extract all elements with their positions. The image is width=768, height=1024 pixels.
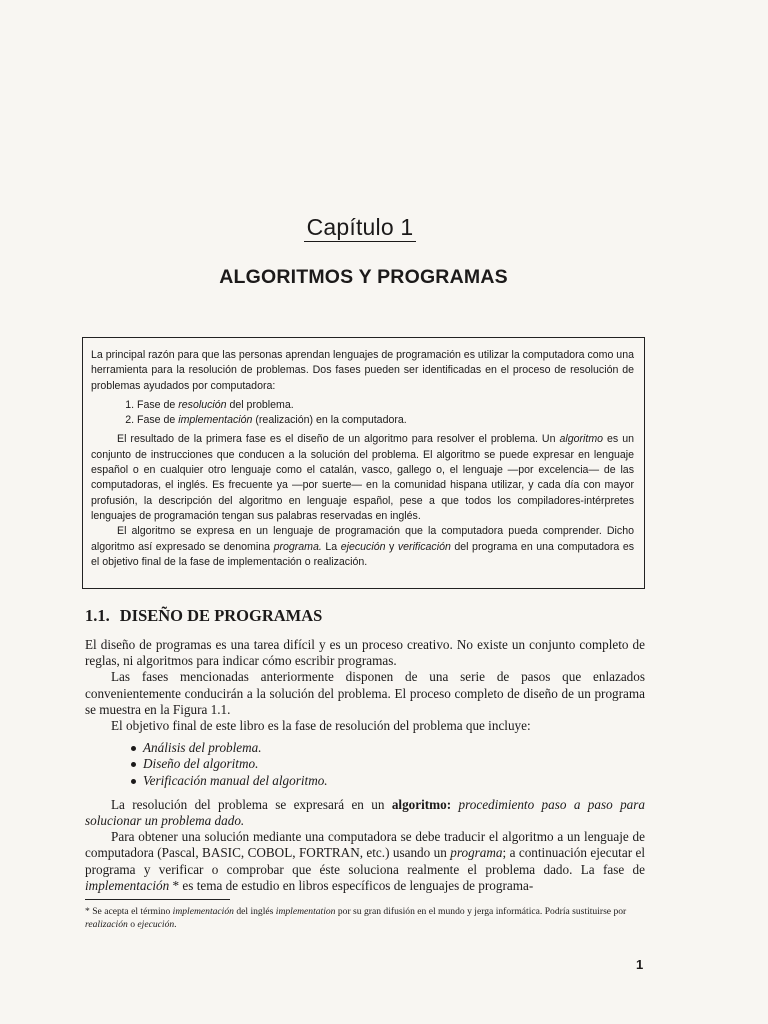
abstract-paragraph-3: El algoritmo se expresa en un lenguaje de programación que la computadora pueda comprender. Dicho algoritmo así expresado se denomina programa. La ejecución y verificación del programa en una computadora es el objetivo final de la fase de implementación o realización. <box>91 525 635 568</box>
body-paragraph-5: Para obtener una solución mediante una computadora se debe traducir el algoritmo a un lenguaje de computadora (Pascal, BASIC, COBOL, FORTRAN, etc.) usando un programa; a continuación ejecutar el programa y verificar o comprobar que éste soluciona realmente el problema dado. La fase de implementación * es tema de estudio en libros específicos de lenguajes de programa- <box>85 829 645 893</box>
phase-item: 1. Fase de resolución del problema. <box>137 398 634 413</box>
list-item: Análisis del problema. <box>131 740 645 756</box>
chapter-label <box>0 214 720 241</box>
body-paragraph-4: La resolución del problema se expresará en un algoritmo: procedimiento paso a paso para solucionar un problema dado. <box>85 796 645 829</box>
phase-item: 2. Fase de implementación (realización) en la computadora. <box>137 413 634 428</box>
section-number: 1.1. <box>85 606 110 625</box>
footnote-text: * Se acepta el término implementación del inglés implementation por su gran difusión en el mundo y jerga informática. Podría sustituirse por realización o ejecución. <box>85 906 627 930</box>
page-number: 1 <box>636 957 644 972</box>
abstract-intro: La principal razón para que las personas aprendan lenguajes de programación es utilizar la computadora como una herramienta para la resolución de problemas. Dos fases pueden ser identificadas en el proceso de resolución de problemas ayudados por computadora: <box>91 349 634 392</box>
phases-list <box>91 398 634 429</box>
body-paragraph-1: El diseño de programas es una tarea difícil y es un proceso creativo. No existe un conjunto completo de reglas, ni algoritmos para indicar cómo escribir programas. <box>85 637 645 669</box>
abstract-paragraph-2: El resultado de la primera fase es el diseño de un algoritmo para resolver el problema. Un algoritmo es un conjunto de instrucciones que conducen a la solución del problema. El algoritmo se puede expresar en lenguaje español o en cualquier otro lenguaje como el catalán, vasco, gallego o, el lenguaje —por excelencia— de las computadoras, el inglés. Es frecuente ya —por suerte— en la comunidad hispana utilizar, y cada día con mayor profusión, la descripción del algoritmo en lenguaje español, pese a que todos los compiladores-intérpretes lenguajes de programación tengan sus palabras reservadas en inglés. <box>91 433 635 522</box>
resolution-steps-list <box>85 740 645 789</box>
section-heading <box>85 606 322 626</box>
chapter-label-text: Capítulo 1 <box>304 214 417 242</box>
section-body <box>85 637 645 894</box>
body-paragraph-3: El objetivo final de este libro es la fase de resolución del problema que incluye: <box>111 718 531 734</box>
footnote <box>85 906 650 931</box>
chapter-abstract-box <box>82 337 645 589</box>
list-item: Verificación manual del algoritmo. <box>131 773 645 789</box>
body-paragraph-2: Las fases mencionadas anteriormente disponen de una serie de pasos que enlazados convenientemente conducirán a la solución del problema. El proceso completo de diseño de un programa se muestra en la Figura 1.1. <box>85 669 645 717</box>
chapter-title: ALGORITMOS Y PROGRAMAS <box>219 266 508 288</box>
section-title: DISEÑO DE PROGRAMAS <box>119 606 323 625</box>
list-item: Diseño del algoritmo. <box>131 756 645 772</box>
footnote-divider <box>85 899 230 900</box>
